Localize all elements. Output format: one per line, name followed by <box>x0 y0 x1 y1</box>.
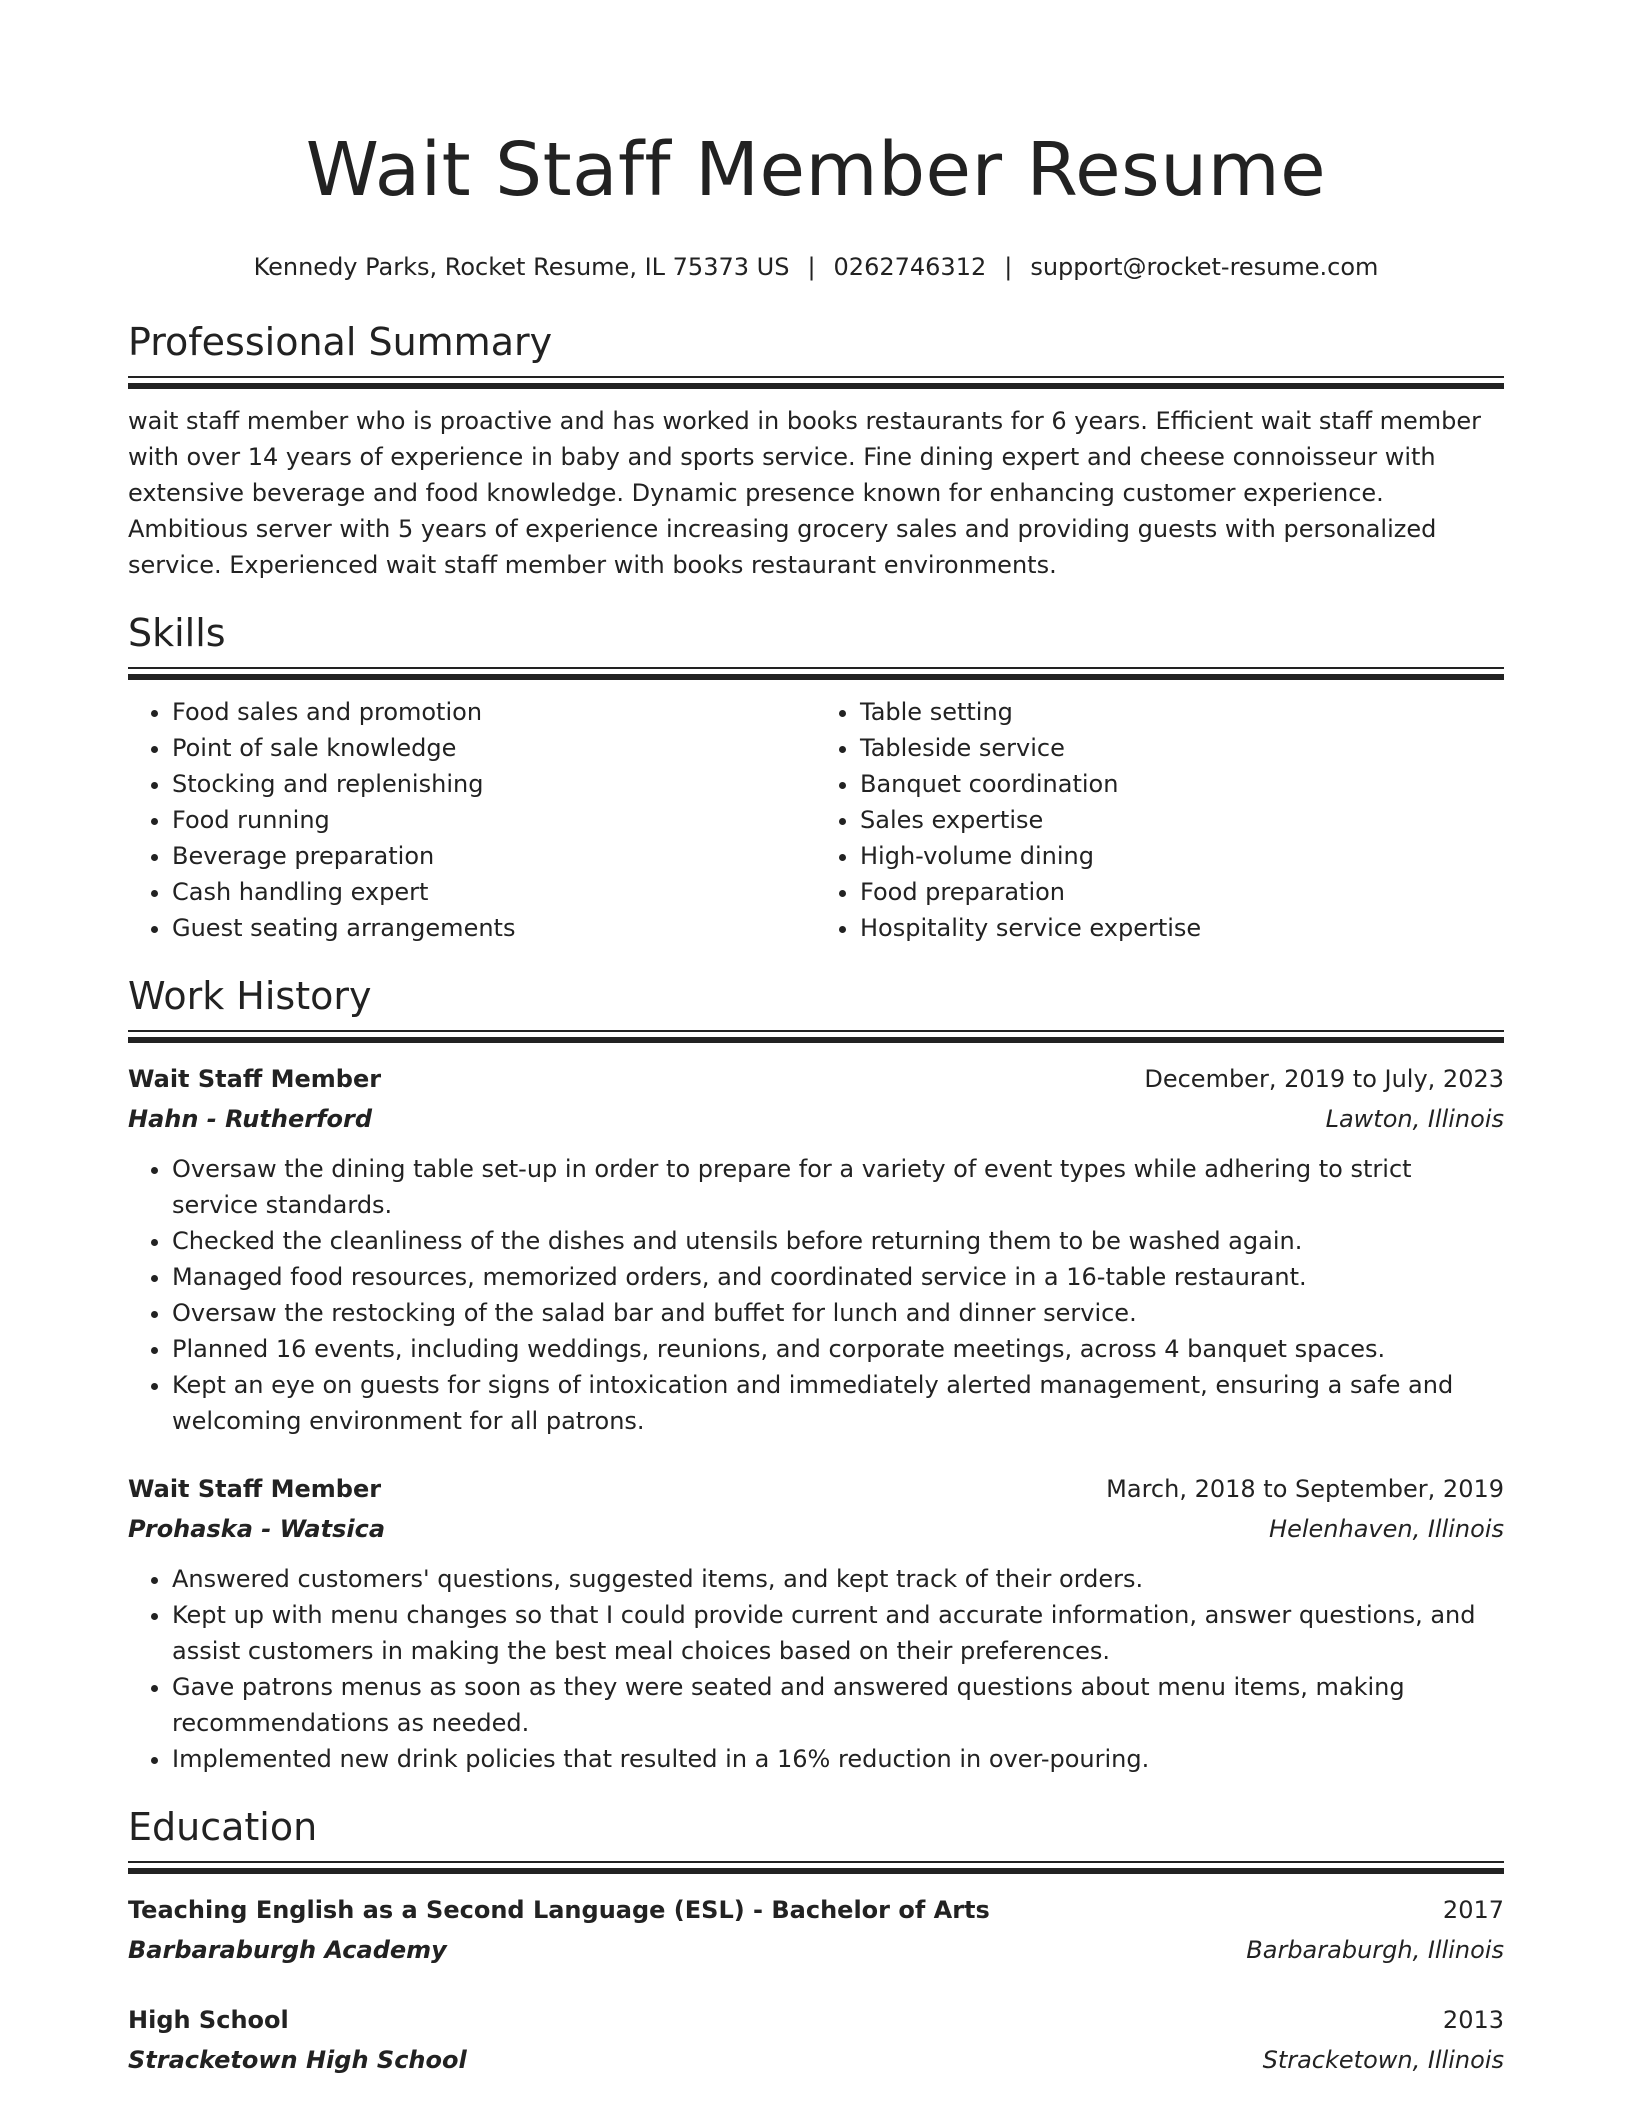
section-heading-education: Education <box>128 1805 318 1849</box>
education-location: Barbaraburgh, Illinois <box>1246 1936 1504 1964</box>
job-bullets <box>128 1151 1504 1439</box>
skill-item: • Guest seating arrangements <box>172 910 816 946</box>
education-section <box>128 1803 1504 2080</box>
job-bullets <box>128 1561 1504 1777</box>
skills-columns <box>128 694 1504 946</box>
education-entry <box>128 1890 1504 1970</box>
skill-item: • Tableside service <box>860 730 1504 766</box>
job-bullet: • Kept an eye on guests for signs of intoxication and immediately alerted management, ensuring a safe and welcoming environment for all patrons. <box>172 1367 1504 1439</box>
job-bullet: • Planned 16 events, including weddings, reunions, and corporate meetings, across 4 banquet spaces. <box>172 1331 1504 1367</box>
education-entry <box>128 2000 1504 2080</box>
job-bullet: • Answered customers' questions, suggested items, and kept track of their orders. <box>172 1561 1504 1597</box>
section-divider <box>128 1868 1504 1874</box>
skills-section <box>128 609 1504 946</box>
job-location: Lawton, Illinois <box>1325 1105 1504 1133</box>
education-year: 2017 <box>1442 1896 1504 1924</box>
skill-item: • Point of sale knowledge <box>172 730 816 766</box>
job-company: Prohaska - Watsica <box>128 1515 386 1543</box>
job-bullet: • Managed food resources, memorized orders, and coordinated service in a 16-table restaurant. <box>172 1259 1504 1295</box>
section-divider <box>128 1861 1504 1863</box>
skill-item: • Sales expertise <box>860 802 1504 838</box>
skill-item: • Stocking and replenishing <box>172 766 816 802</box>
contact-separator: | <box>807 253 816 281</box>
job-bullet: • Gave patrons menus as soon as they were seated and answered questions about menu items, making recommendations as needed. <box>172 1669 1504 1741</box>
job-bullet: • Oversaw the restocking of the salad bar and buffet for lunch and dinner service. <box>172 1295 1504 1331</box>
education-year: 2013 <box>1442 2006 1504 2034</box>
job-title: Wait Staff Member <box>128 1065 382 1093</box>
section-divider <box>128 674 1504 680</box>
job-location: Helenhaven, Illinois <box>1269 1515 1504 1543</box>
skill-item: • Banquet coordination <box>860 766 1504 802</box>
education-location: Stracketown, Illinois <box>1262 2046 1504 2074</box>
skill-item: • High-volume dining <box>860 838 1504 874</box>
section-heading-skills: Skills <box>128 611 226 655</box>
skill-item: • Beverage preparation <box>172 838 816 874</box>
job-title: Wait Staff Member <box>128 1475 382 1503</box>
education-school: Barbaraburgh Academy <box>128 1936 447 1964</box>
job-entry <box>128 1469 1504 1777</box>
work-history-section <box>128 972 1504 1777</box>
job-subheader <box>128 1099 1504 1139</box>
contact-separator: | <box>1004 253 1013 281</box>
job-subheader <box>128 1509 1504 1549</box>
section-heading-summary: Professional Summary <box>128 320 553 364</box>
resume-title: Wait Staff Member Resume <box>305 127 1327 213</box>
job-bullet: • Oversaw the dining table set-up in order to prepare for a variety of event types while adhering to strict service standards. <box>172 1151 1504 1223</box>
education-subheader <box>128 2040 1504 2080</box>
job-bullet: • Kept up with menu changes so that I could provide current and accurate information, answer questions, and assist customers in making the best meal choices based on their preferences. <box>172 1597 1504 1669</box>
skill-item: • Hospitality service expertise <box>860 910 1504 946</box>
section-divider <box>128 376 1504 378</box>
section-divider <box>128 383 1504 389</box>
contact-address: Kennedy Parks, Rocket Resume, IL 75373 US <box>253 253 790 281</box>
contact-phone: 0262746312 <box>833 253 987 281</box>
job-dates: December, 2019 to July, 2023 <box>1144 1065 1504 1093</box>
job-header <box>128 1469 1504 1509</box>
skills-list-right <box>816 694 1504 946</box>
skill-item: • Food preparation <box>860 874 1504 910</box>
section-heading-work: Work History <box>128 974 372 1018</box>
contact-email[interactable]: support@rocket-resume.com <box>1030 253 1379 281</box>
job-bullet: • Implemented new drink policies that resulted in a 16% reduction in over-pouring. <box>172 1741 1504 1777</box>
job-header <box>128 1059 1504 1099</box>
education-header <box>128 1890 1504 1930</box>
education-header <box>128 2000 1504 2040</box>
skills-list-left <box>128 694 816 946</box>
job-bullet: • Checked the cleanliness of the dishes and utensils before returning them to be washed again. <box>172 1223 1504 1259</box>
section-divider <box>128 1030 1504 1032</box>
job-company: Hahn - Rutherford <box>128 1105 372 1133</box>
summary-section <box>128 318 1504 583</box>
job-entry <box>128 1059 1504 1439</box>
education-school: Stracketown High School <box>128 2046 467 2074</box>
education-degree: High School <box>128 2006 289 2034</box>
skill-item: • Table setting <box>860 694 1504 730</box>
skill-item: • Food sales and promotion <box>172 694 816 730</box>
summary-text: wait staff member who is proactive and has worked in books restaurants for 6 years. Efficient wait staff member with over 14 years of experience in baby and sports service. Fine dining expert and cheese connoisseur with extensive beverage and food knowledge. Dynamic presence known for enhancing customer experience. Ambitious server with 5 years of experience increasing grocery sales and providing guests with personalized service. Experienced wait staff member with books restaurant environments. <box>128 407 1482 579</box>
skill-item: • Food running <box>172 802 816 838</box>
section-divider <box>128 1037 1504 1043</box>
education-subheader <box>128 1930 1504 1970</box>
contact-line <box>128 250 1504 284</box>
job-dates: March, 2018 to September, 2019 <box>1106 1475 1504 1503</box>
skill-item: • Cash handling expert <box>172 874 816 910</box>
section-divider <box>128 667 1504 669</box>
education-degree: Teaching English as a Second Language (ESL) - Bachelor of Arts <box>128 1896 990 1924</box>
